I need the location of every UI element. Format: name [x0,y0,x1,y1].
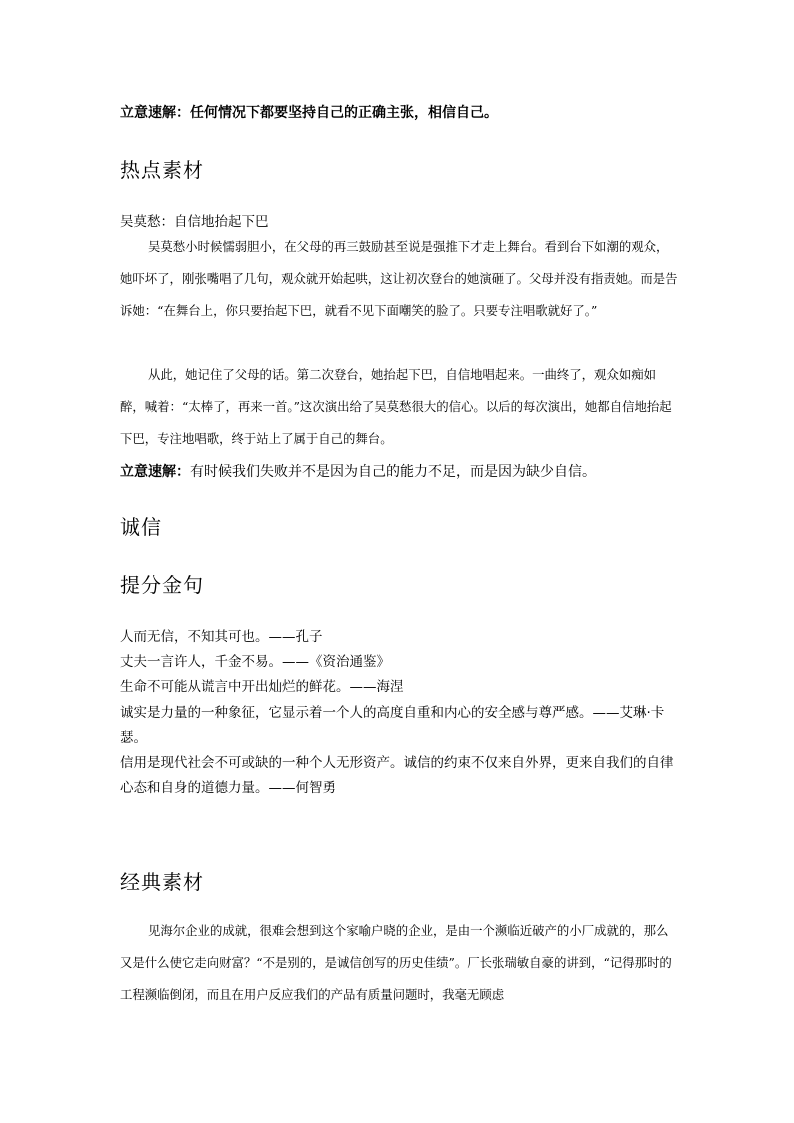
heading-integrity: 诚信 [120,515,162,539]
takeaway-text: 任何情况下都要坚持自己的正确主张，相信自己。 [190,105,498,121]
story-paragraph-1: 吴莫愁小时候懦弱胆小，在父母的再三鼓励甚至说是强推下才走上舞台。看到台下如潮的观众，她吓坏了，刚张嘴唱了几句，观众就开始起哄，这让初次登台的她演砸了。父母并没有指责她。而是告诉她：“在舞台上，你只要抬起下巴，就看不见下面嘲笑的脸了。只要专注唱歌就好了。” [120,239,678,318]
takeaway-text: 有时候我们失败并不是因为自己的能力不足，而是因为缺少自信。 [190,464,596,480]
story-subtitle: 吴莫愁：自信地抬起下巴 [120,214,269,230]
story-takeaway [120,461,680,481]
heading-classic: 经典素材 [120,870,204,894]
heading-hot-material: 热点素材 [120,158,204,182]
takeaway-label: 立意速解： [120,105,190,121]
quote-item: 人而无信，不知其可也。——孔子 [120,629,323,645]
classic-paragraph: 见海尔企业的成就，很难会想到这个家喻户晓的企业，是由一个濒临近破产的小厂成就的，那么又是什么使它走向财富？“不是别的，是诚信创写的历史佳绩”。厂长张瑞敏自豪的讲到，“记得那时的工程濒临倒闭，而且在用户反应我们的产品有质量问题时，我毫无顾虑 [120,923,672,1002]
quote-item: 丈夫一言许人，千金不易。——《资治通鉴》 [120,654,390,670]
takeaway-label: 立意速解： [120,464,190,480]
quote-item: 生命不可能从谎言中开出灿烂的鲜花。——海涅 [120,679,404,695]
heading-quotes: 提分金句 [120,573,204,597]
quote-item: 信用是现代社会不可或缺的一种个人无形资产。诚信的约束不仅来自外界，更来自我们的自律心态和自身的道德力量。——何智勇 [120,755,674,796]
top-takeaway [120,102,680,122]
quote-list [120,626,680,801]
quote-item: 诚实是力量的一种象征，它显示着一个人的高度自重和内心的安全感与尊严感。——艾琳·卡瑟。 [120,705,665,746]
story-paragraph-2: 从此，她记住了父母的话。第二次登台，她抬起下巴，自信地唱起来。一曲终了，观众如痴如醉，喊着：“太棒了，再来一首。”这次演出给了吴莫愁很大的信心。以后的每次演出，她都自信地抬起下巴，专注地唱歌，终于站上了属于自己的舞台。 [120,367,672,446]
